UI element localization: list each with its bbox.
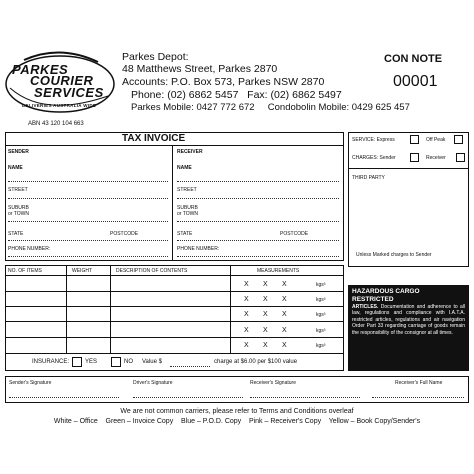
company-logo bbox=[4, 48, 116, 118]
receiver-signature-label: Receiver's Signature bbox=[250, 380, 296, 386]
sender-street-field[interactable] bbox=[8, 198, 168, 199]
sender-signature-field[interactable] bbox=[9, 397, 119, 398]
third-party-label: THIRD PARTY bbox=[352, 175, 385, 181]
unit-kgs: kgs³ bbox=[316, 297, 326, 303]
sender-signature-label: Sender's Signature bbox=[9, 380, 52, 386]
receiver-street-field[interactable] bbox=[177, 198, 339, 199]
x-mark: X bbox=[263, 281, 268, 288]
footer-copies: White – Office Green – Invoice Copy Blue – P.O.D. Copy Pink – Receiver's Copy Yellow – Book Copy/Sender's bbox=[53, 418, 421, 425]
receiver-full-name-label: Receiver's Full Name bbox=[395, 380, 443, 386]
insurance-value-label: Value $ bbox=[142, 359, 162, 365]
insurance-charge-note: charge at $6.00 per $100 value bbox=[214, 359, 298, 365]
x-mark: X bbox=[282, 296, 287, 303]
receiver-town-label: or TOWN bbox=[177, 211, 198, 217]
receiver-state-field[interactable] bbox=[177, 240, 339, 241]
receiver-signature-field[interactable] bbox=[250, 397, 360, 398]
x-mark: X bbox=[263, 296, 268, 303]
logo-line-2: COURIER bbox=[30, 73, 94, 88]
sender-name-label: NAME bbox=[8, 165, 23, 171]
unless-marked-note: Unless Marked charges to Sender bbox=[356, 252, 432, 258]
service-offpeak-label: Off Peak bbox=[426, 137, 446, 143]
sender-street-label: STREET bbox=[8, 187, 28, 193]
charges-label: CHARGES: Sender bbox=[352, 155, 396, 161]
insurance-label: INSURANCE: bbox=[32, 359, 70, 365]
receiver-street-label: STREET bbox=[177, 187, 197, 193]
offpeak-checkbox[interactable] bbox=[454, 135, 463, 144]
col-items: NO. OF ITEMS bbox=[8, 268, 42, 274]
charges-receiver-label: Receiver bbox=[426, 155, 446, 161]
logo-ring-text: DELIVERIES AUSTRALIA WIDE bbox=[22, 103, 97, 108]
charges-sender-checkbox[interactable] bbox=[410, 153, 419, 162]
address-block bbox=[5, 132, 344, 261]
sender-postcode-label: POSTCODE bbox=[110, 231, 139, 237]
sender-town-label: or TOWN bbox=[8, 211, 29, 217]
receiver-suburb-label: SUBURB bbox=[177, 205, 198, 211]
unit-kgs: kgs³ bbox=[316, 312, 326, 318]
insurance-yes-checkbox[interactable] bbox=[72, 357, 82, 367]
depot-accounts: Accounts: P.O. Box 573, Parkes NSW 2870 bbox=[122, 76, 325, 88]
receiver-name-label: NAME bbox=[177, 165, 192, 171]
depot-phone: Phone: (02) 6862 5457 Fax: (02) 6862 5497 bbox=[131, 89, 342, 101]
col-measurements: MEASUREMENTS bbox=[257, 268, 300, 274]
depot-mobile: Parkes Mobile: 0427 772 672 Condobolin Mobile: 0429 625 457 bbox=[131, 102, 410, 113]
sender-state-label: STATE bbox=[8, 231, 24, 237]
service-label: SERVICE: Express bbox=[352, 137, 395, 143]
x-mark: X bbox=[244, 311, 249, 318]
con-note-number: 00001 bbox=[393, 73, 438, 90]
receiver-postcode-label: POSTCODE bbox=[280, 231, 309, 237]
unit-kgs: kgs³ bbox=[316, 328, 326, 334]
hazard-text: Documentation and adherence to all law, regulations and compliance with I.A.T.A. restricted articles, regulations and air navigation Order Part 33 regarding carriage of goods remain the responsibility of the consignor at all times. bbox=[352, 304, 465, 336]
footer-disclaimer: We are not common carriers, please refer to Terms and Conditions overleaf bbox=[120, 408, 354, 415]
col-weight: WEIGHT bbox=[72, 268, 92, 274]
charges-sender-label: Sender bbox=[379, 155, 396, 161]
abn: ABN 43 120 104 663 bbox=[28, 121, 84, 127]
col-description: DESCRIPTION OF CONTENTS bbox=[116, 268, 188, 274]
sender-phone-label: PHONE NUMBER: bbox=[8, 246, 51, 252]
hazard-title-2: RESTRICTED bbox=[352, 296, 394, 303]
con-note-label: CON NOTE bbox=[384, 53, 443, 65]
x-mark: X bbox=[244, 281, 249, 288]
charges-receiver-checkbox[interactable] bbox=[456, 153, 465, 162]
hazard-box bbox=[348, 285, 469, 371]
receiver-name-field[interactable] bbox=[177, 181, 339, 182]
insurance-value-field[interactable] bbox=[170, 366, 210, 367]
logo-line-3: SERVICES bbox=[34, 85, 104, 100]
x-mark: X bbox=[282, 342, 287, 349]
sender-suburb-label: SUBURB bbox=[8, 205, 29, 211]
service-express-label: Express bbox=[376, 137, 395, 143]
insurance-no-checkbox[interactable] bbox=[111, 357, 121, 367]
driver-signature-label: Driver's Signature bbox=[133, 380, 173, 386]
receiver-phone-label: PHONE NUMBER: bbox=[177, 246, 220, 252]
receiver-full-name-field[interactable] bbox=[372, 397, 464, 398]
hazard-lead: ARTICLES. bbox=[352, 304, 379, 310]
hazard-title-1: HAZARDOUS CARGO bbox=[352, 288, 420, 295]
x-mark: X bbox=[263, 311, 268, 318]
receiver-heading: RECEIVER bbox=[177, 149, 203, 155]
depot-title: Parkes Depot: bbox=[122, 51, 189, 63]
sender-name-field[interactable] bbox=[8, 181, 168, 182]
unit-kgs: kgs³ bbox=[316, 282, 326, 288]
sender-phone-field[interactable] bbox=[8, 256, 168, 257]
x-mark: X bbox=[282, 281, 287, 288]
items-table bbox=[5, 265, 344, 371]
tax-invoice-title: TAX INVOICE bbox=[122, 133, 186, 144]
depot-address: 48 Matthews Street, Parkes 2870 bbox=[122, 63, 278, 75]
logo-line-1: PARKES bbox=[12, 62, 69, 77]
unit-kgs: kgs³ bbox=[316, 343, 326, 349]
insurance-yes-label: YES bbox=[85, 359, 98, 365]
x-mark: X bbox=[282, 327, 287, 334]
x-mark: X bbox=[263, 327, 268, 334]
driver-signature-field[interactable] bbox=[133, 397, 243, 398]
receiver-state-label: STATE bbox=[177, 231, 193, 237]
insurance-no-label: NO bbox=[124, 359, 133, 365]
receiver-suburb-field[interactable] bbox=[177, 221, 339, 222]
receiver-phone-field[interactable] bbox=[177, 256, 339, 257]
sender-state-field[interactable] bbox=[8, 240, 168, 241]
sender-suburb-field[interactable] bbox=[8, 221, 168, 222]
x-mark: X bbox=[263, 342, 268, 349]
x-mark: X bbox=[282, 311, 287, 318]
x-mark: X bbox=[244, 296, 249, 303]
express-checkbox[interactable] bbox=[410, 135, 419, 144]
x-mark: X bbox=[244, 342, 249, 349]
service-panel bbox=[348, 132, 469, 267]
x-mark: X bbox=[244, 327, 249, 334]
sender-heading: SENDER bbox=[8, 149, 29, 155]
